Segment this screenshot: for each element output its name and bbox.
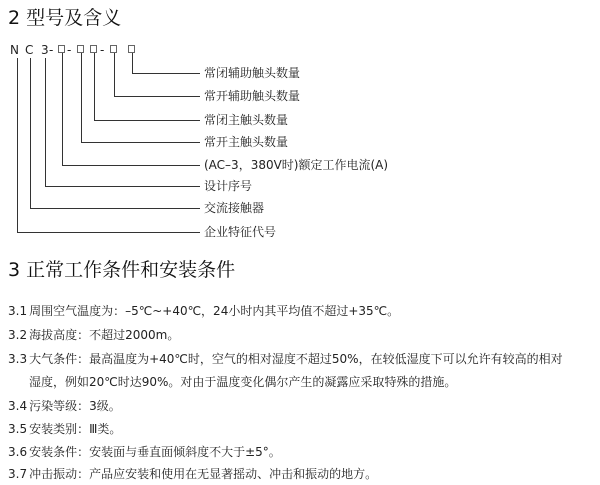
leader-v-n (17, 58, 18, 232)
condition-text: 污染等级：3级。 (29, 399, 121, 413)
leader-v-box2 (81, 53, 82, 142)
leader-h-8 (17, 232, 200, 233)
condition-number: 3.3 (8, 352, 28, 366)
label-no-main-contacts: 常开主触头数量 (204, 135, 289, 149)
leader-v-3 (45, 58, 46, 186)
condition-3-2 (8, 327, 179, 343)
condition-number: 3.4 (8, 399, 28, 413)
leader-h-1 (132, 73, 200, 74)
code-box-2 (77, 45, 84, 53)
code-dash-1: - (49, 43, 54, 57)
code-box-5 (128, 45, 135, 53)
label-design-number: 设计序号 (204, 179, 253, 193)
leader-h-4 (81, 142, 200, 143)
label-nc-aux-contacts: 常闭辅助触头数量 (204, 66, 301, 80)
condition-number: 3.6 (8, 445, 28, 459)
condition-text: 安装类别：Ⅲ类。 (29, 422, 122, 436)
leader-h-5 (62, 165, 200, 166)
leader-h-3 (94, 120, 200, 121)
condition-text: 周围空气温度为：–5℃~+40℃，24小时内其平均值不超过+35℃。 (29, 304, 400, 318)
condition-text: 大气条件：最高温度为+40℃时，空气的相对湿度不超过50%，在较低湿度下可以允许有较高的相对 (29, 352, 563, 366)
section-3-title: 3 正常工作条件和安装条件 (8, 259, 236, 281)
condition-text: 海拔高度：不超过2000m。 (29, 328, 180, 342)
condition-number: 3.7 (8, 467, 28, 481)
leader-v-box4 (114, 53, 115, 96)
code-dash-2: - (67, 43, 72, 57)
condition-3-4 (8, 398, 121, 414)
code-char-c: C (25, 43, 34, 57)
leader-h-6 (45, 186, 200, 187)
condition-3-3-continued (29, 374, 456, 390)
label-company-code: 企业特征代号 (204, 225, 277, 239)
leader-v-box3 (94, 53, 95, 120)
label-ac-contactor: 交流接触器 (204, 201, 265, 215)
code-box-4 (110, 45, 117, 53)
condition-3-7 (8, 466, 377, 482)
label-no-aux-contacts: 常开辅助触头数量 (204, 89, 301, 103)
leader-v-box1 (62, 53, 63, 165)
condition-number: 3.1 (8, 304, 28, 318)
condition-3-1 (8, 303, 399, 319)
leader-h-2 (114, 96, 200, 97)
leader-v-box5 (132, 53, 133, 73)
label-nc-main-contacts: 常闭主触头数量 (204, 113, 289, 127)
condition-text: 安装条件：安装面与垂直面倾斜度不大于±5°。 (29, 445, 281, 459)
code-char-3: 3 (41, 43, 49, 57)
condition-number: 3.5 (8, 422, 28, 436)
condition-text: 湿度，例如20℃时达90%。对由于温度变化偶尔产生的凝露应采取特殊的措施。 (29, 375, 457, 389)
section-2-title: 2 型号及含义 (8, 7, 122, 29)
leader-v-c (30, 58, 31, 208)
condition-3-3 (8, 351, 563, 367)
code-box-1 (58, 45, 65, 53)
condition-text: 冲击振动：产品应安装和使用在无显著摇动、冲击和振动的地方。 (29, 467, 378, 481)
condition-number: 3.2 (8, 328, 28, 342)
code-box-3 (90, 45, 97, 53)
condition-3-6 (8, 444, 281, 460)
code-dash-3: - (100, 43, 105, 57)
label-rated-current: (AC–3，380V时)额定工作电流(A) (204, 158, 389, 172)
condition-3-5 (8, 421, 121, 437)
code-char-n: N (10, 43, 19, 57)
leader-h-7 (30, 208, 200, 209)
